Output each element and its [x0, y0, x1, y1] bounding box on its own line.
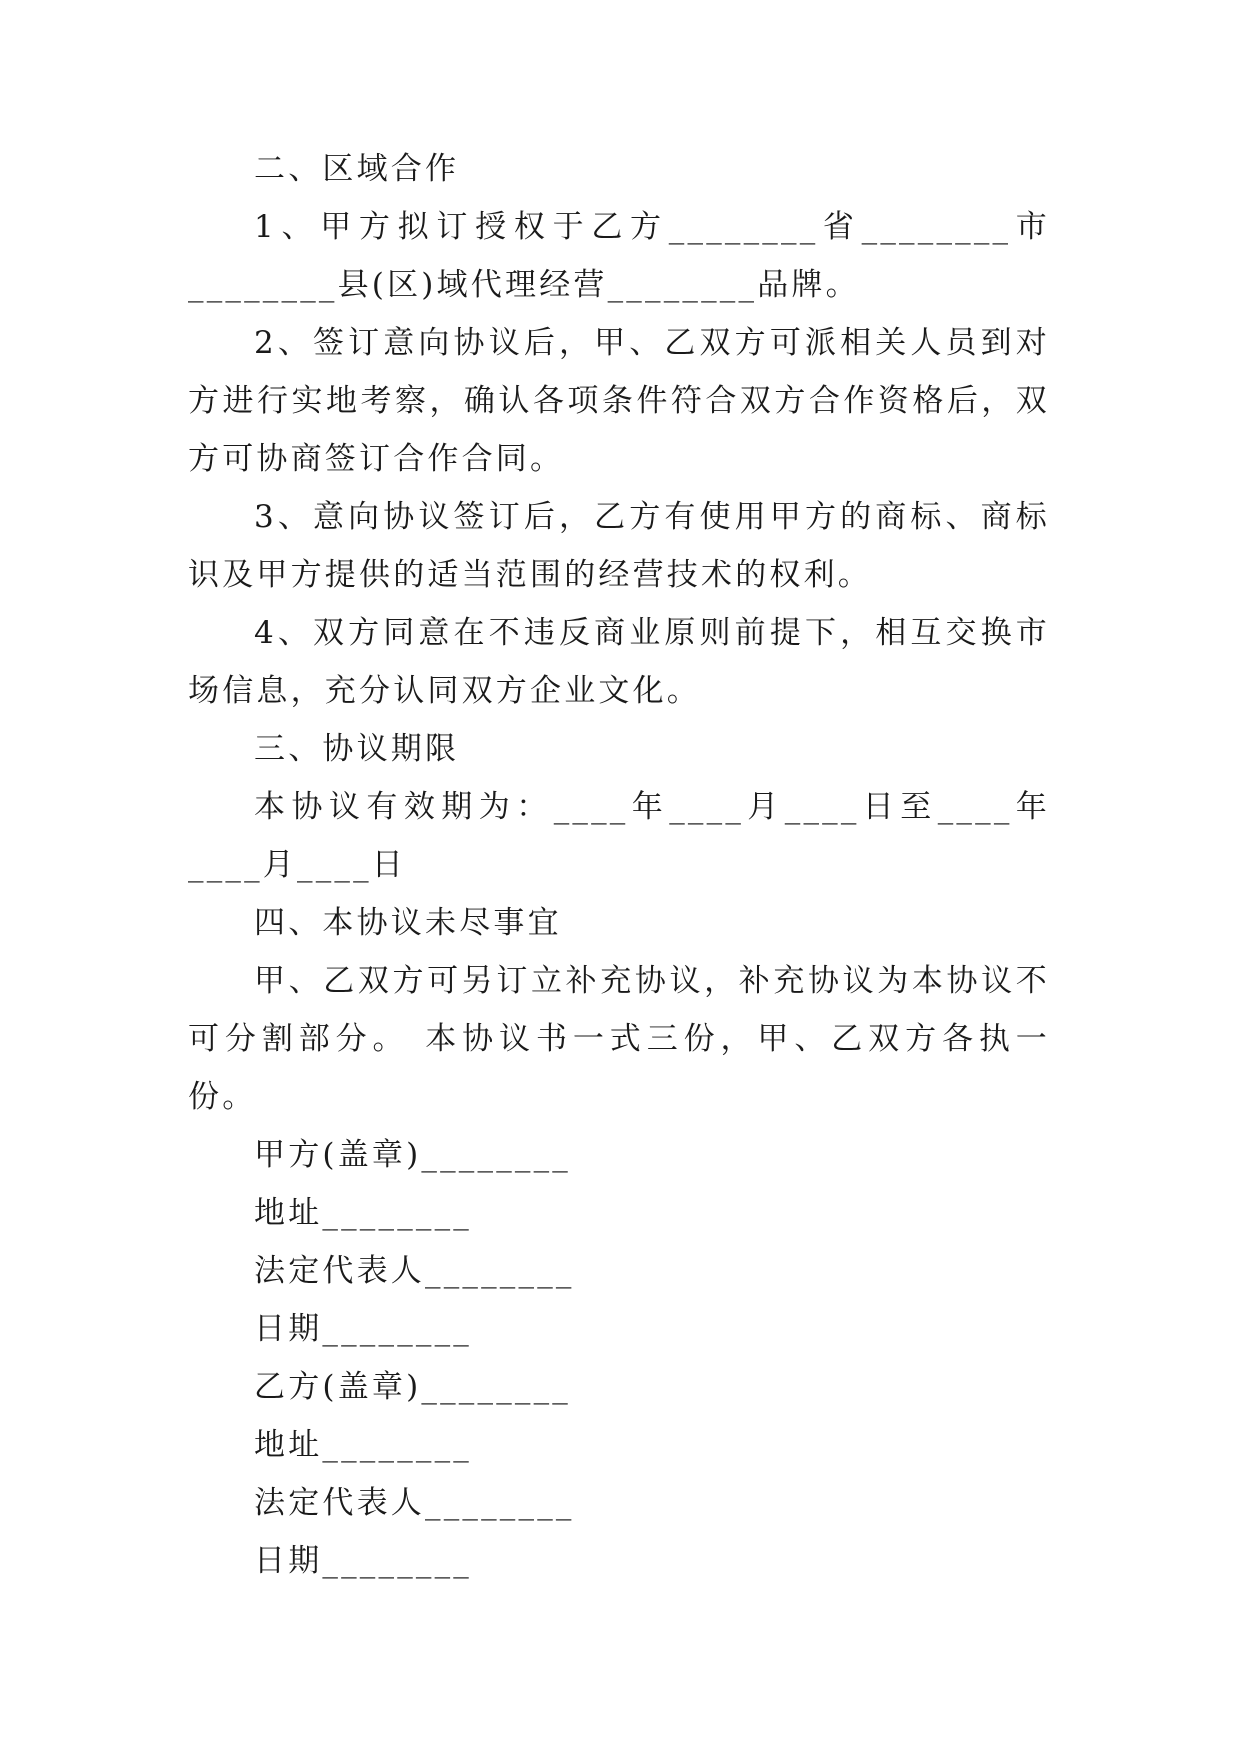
party-a-date-line: 日期________ — [254, 1311, 472, 1347]
term-text: 本协议有效期为：____年____月____日至____年____月____日 — [188, 789, 1050, 883]
clause-4: 4、双方同意在不违反商业原则前提下，相互交换市场信息，充分认同双方企业文化。 — [188, 615, 1050, 709]
section-2-heading: 二、区域合作 — [254, 151, 460, 187]
party-a-address-line: 地址________ — [254, 1195, 472, 1231]
section-4-text: 甲、乙双方可另订立补充协议，补充协议为本协议不可分割部分。 本协议书一式三份，甲、乙双方各执一份。 — [188, 963, 1050, 1115]
clause-2: 2、签订意向协议后，甲、乙双方可派相关人员到对方进行实地考察，确认各项条件符合双方合作资格后，双方可协商签订合作合同。 — [188, 325, 1050, 477]
clause-3: 3、意向协议签订后，乙方有使用甲方的商标、商标识及甲方提供的适当范围的经营技术的权利。 — [188, 499, 1050, 593]
clause-1: 1、甲方拟订授权于乙方________省________市________县(区)域代理经营________品牌。 — [188, 209, 1050, 303]
section-3-heading: 三、协议期限 — [254, 731, 460, 767]
document-page — [188, 140, 1050, 1590]
party-b-address-line: 地址________ — [254, 1427, 472, 1463]
party-b-date-line: 日期________ — [254, 1543, 472, 1579]
party-b-representative-line: 法定代表人________ — [254, 1485, 575, 1521]
party-b-seal-line: 乙方(盖章)________ — [254, 1369, 571, 1405]
party-a-representative-line: 法定代表人________ — [254, 1253, 575, 1289]
section-4-heading: 四、本协议未尽事宜 — [254, 905, 562, 941]
party-a-seal-line: 甲方(盖章)________ — [254, 1137, 571, 1173]
